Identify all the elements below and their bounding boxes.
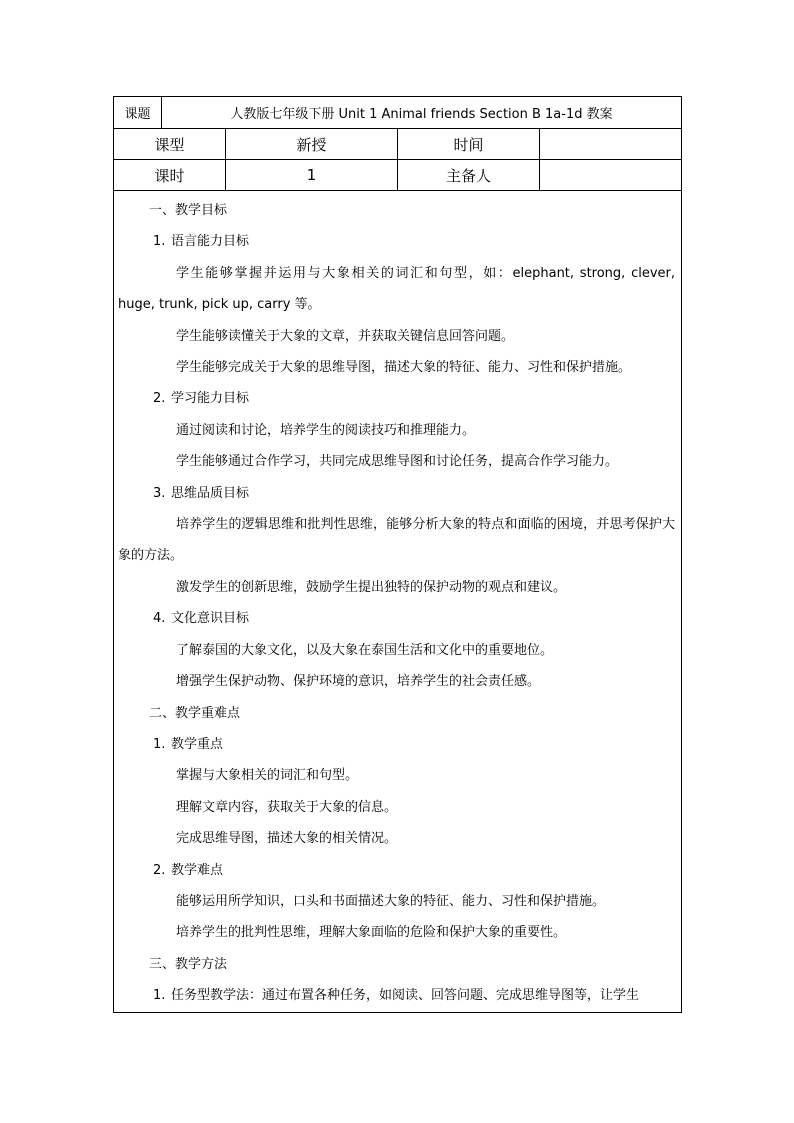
paragraph: 学生能够读懂关于大象的文章，并获取关键信息回答问题。 <box>176 328 515 344</box>
subsection-heading <box>118 603 675 634</box>
paragraph: 学生能够掌握并运用与大象相关的词汇和句型，如：elephant, strong, clever, huge, trunk, pick up, carry 等。 <box>118 265 675 313</box>
paragraph: 能够运用所学知识，口头和书面描述大象的特征、能力、习性和保护措施。 <box>176 893 606 909</box>
subsection-heading <box>118 383 675 414</box>
subsection-number: 4. <box>153 611 166 627</box>
subsection-title: 文化意识目标 <box>171 611 250 627</box>
subsection-number: 2. <box>153 862 166 878</box>
subsection-title: 教学难点 <box>171 862 224 878</box>
subsection-heading <box>118 855 675 886</box>
type-label: 课型 <box>114 129 226 160</box>
type-value: 新授 <box>226 129 398 160</box>
paragraph: 培养学生的逻辑思维和批判性思维，能够分析大象的特点和面临的困境，并思考保护大象的方法。 <box>118 517 675 564</box>
period-row <box>114 160 682 191</box>
paragraph: 完成思维导图，描述大象的相关情况。 <box>176 831 398 847</box>
subsection-heading <box>118 980 675 1011</box>
subsection-number: 2. <box>153 391 166 407</box>
section-heading: 三、教学方法 <box>149 956 228 972</box>
paragraph: 增强学生保护动物、保护环境的意识，培养学生的社会责任感。 <box>176 674 541 690</box>
subsection-number: 1. <box>153 736 166 752</box>
lesson-plan-table <box>113 96 682 1013</box>
lesson-content <box>114 191 681 1012</box>
section-heading: 一、教学目标 <box>149 203 228 218</box>
course-title: 人教版七年级下册 Unit 1 Animal friends Section B 1a-1d 教案 <box>162 97 682 129</box>
subsection-number: 1. <box>153 234 166 250</box>
subsection-title: 语言能力目标 <box>171 234 250 250</box>
paragraph: 学生能够完成关于大象的思维导图，描述大象的特征、能力、习性和保护措施。 <box>176 360 632 376</box>
period-label: 课时 <box>114 160 226 191</box>
preparer-value <box>540 160 682 191</box>
period-value: 1 <box>226 160 398 191</box>
paragraph: 了解泰国的大象文化，以及大象在泰国生活和文化中的重要地位。 <box>176 642 554 658</box>
subsection-number: 3. <box>153 485 166 501</box>
time-label: 时间 <box>398 129 540 160</box>
subsection-number: 1. <box>153 988 166 1004</box>
paragraph: 掌握与大象相关的词汇和句型。 <box>176 768 359 784</box>
type-row <box>114 129 682 160</box>
section-heading: 二、教学重难点 <box>149 705 241 721</box>
paragraph: 学生能够通过合作学习，共同完成思维导图和讨论任务，提高合作学习能力。 <box>176 454 619 470</box>
content-row <box>114 191 682 1013</box>
subsection-heading <box>118 478 675 509</box>
paragraph: 培养学生的批判性思维，理解大象面临的危险和保护大象的重要性。 <box>176 925 567 941</box>
time-value <box>540 129 682 160</box>
paragraph: 激发学生的创新思维，鼓励学生提出独特的保护动物的观点和建议。 <box>176 579 567 595</box>
paragraph: 理解文章内容，获取关于大象的信息。 <box>176 799 398 815</box>
subsection-title: 思维品质目标 <box>171 485 250 501</box>
course-label: 课题 <box>114 97 162 129</box>
subsection-title: 学习能力目标 <box>171 391 250 407</box>
paragraph: 通过阅读和讨论，培养学生的阅读技巧和推理能力。 <box>176 422 476 438</box>
subsection-heading <box>118 226 675 257</box>
preparer-label: 主备人 <box>398 160 540 191</box>
subsection-text: 任务型教学法：通过布置各种任务，如阅读、回答问题、完成思维导图等，让学生 <box>171 988 640 1004</box>
title-row <box>114 97 682 129</box>
subsection-heading <box>118 729 675 760</box>
content-cell <box>114 191 682 1013</box>
subsection-title: 教学重点 <box>171 736 224 752</box>
